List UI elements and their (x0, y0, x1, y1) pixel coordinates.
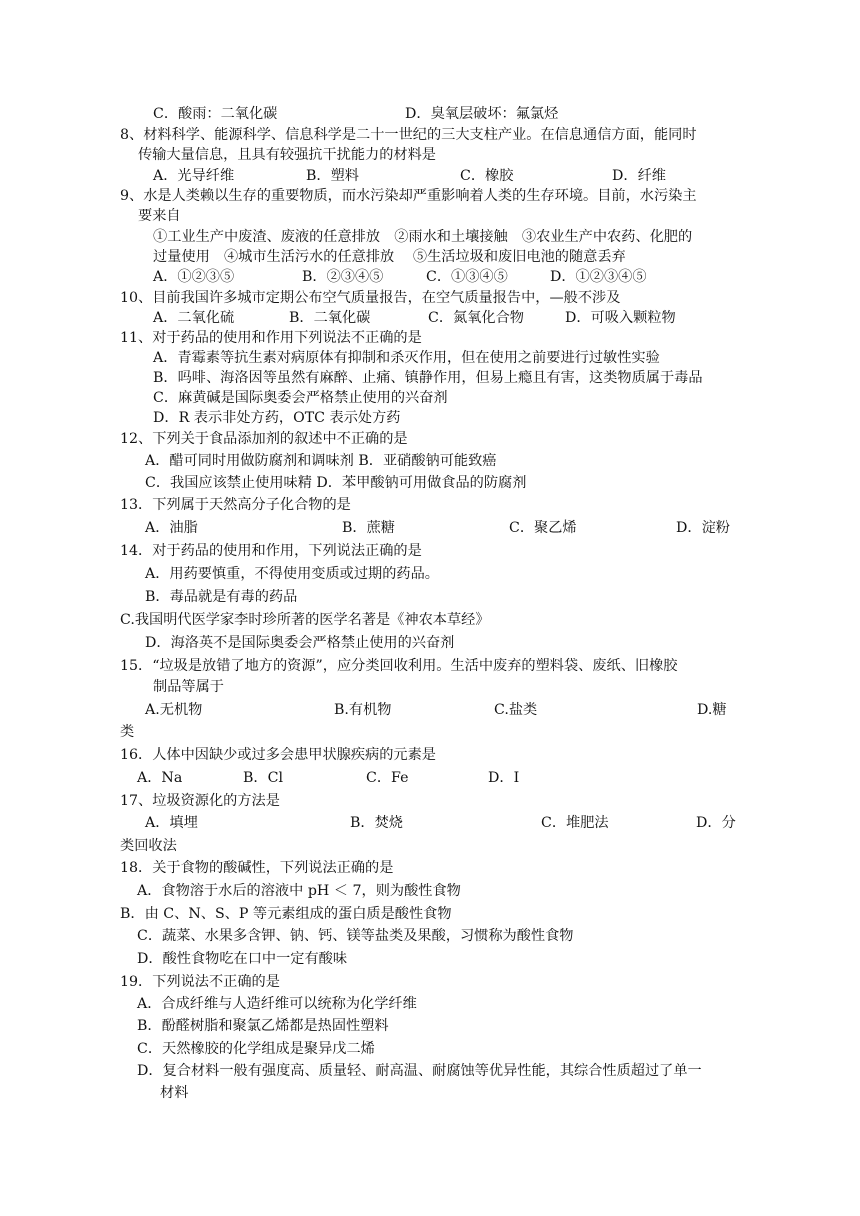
q12-stem: 12、下列关于食品添加剂的叙述中不正确的是 (120, 431, 408, 447)
q9-option-d: D．①②③④⑤ (550, 269, 647, 285)
q8-options-row (0, 166, 860, 186)
q11-option-c: C．麻黄碱是国际奥委会严格禁止使用的兴奋剂 (153, 390, 448, 406)
q16-option-c: C．Fe (366, 770, 409, 786)
q9-stem-line1: 9、水是人类赖以生存的重要物质，而水污染却严重影响着人类的生存环境。目前，水污染主 (120, 188, 697, 204)
q16-stem: 16．人体中因缺少或过多会患甲状腺疾病的元素是 (120, 747, 436, 763)
q9-option-c: C．①③④⑤ (426, 269, 508, 285)
q11-option-a: A．青霉素等抗生素对病原体有抑制和杀灭作用，但在使用之前要进行过敏性实验 (153, 350, 660, 366)
q10-stem: 10、目前我国许多城市定期公布空气质量报告，在空气质量报告中，—般不涉及 (120, 290, 621, 306)
q17-stem: 17、垃圾资源化的方法是 (120, 793, 280, 809)
q18-option-d: D．酸性食物吃在口中一定有酸味 (137, 951, 348, 967)
q8-option-b: B．塑料 (306, 168, 359, 184)
q17-option-c: C．堆肥法 (541, 815, 609, 831)
q15-stem-line1: 15．“垃圾是放错了地方的资源”，应分类回收利用。生活中废弃的塑料袋、废纸、旧橡胶 (120, 658, 678, 674)
q13-option-d: D．淀粉 (676, 520, 730, 536)
q13-option-b: B．蔗糖 (342, 520, 395, 536)
q13-options-row (0, 518, 860, 538)
q9-option-b: B．②③④⑤ (302, 269, 384, 285)
q11-stem: 11、对于药品的使用和作用下列说法不正确的是 (120, 330, 422, 346)
q11-option-b: B．吗啡、海洛因等虽然有麻醉、止痛、镇静作用，但易上瘾且有害，这类物质属于毒品 (153, 370, 703, 386)
q15-option-c: C.盐类 (494, 702, 538, 718)
q15-option-b: B.有机物 (334, 702, 392, 718)
q8-option-a: A．光导纤维 (153, 168, 235, 184)
q13-option-a: A．油脂 (145, 520, 198, 536)
q15-option-a: A.无机物 (145, 702, 203, 718)
q18-stem: 18．关于食物的酸碱性，下列说法正确的是 (120, 860, 394, 876)
q19-option-d-wrap: 材料 (160, 1085, 189, 1101)
q12-options-line1: A．醋可同时用做防腐剂和调味剂 B．亚硝酸钠可能致癌 (145, 453, 497, 469)
q19-option-d: D．复合材料一般有强度高、质量轻、耐高温、耐腐蚀等优异性能，其综合性质超过了单一 (137, 1063, 702, 1079)
q10-option-b: B．二氧化碳 (289, 310, 371, 326)
q16-options-row (0, 768, 860, 788)
q15-options-row (0, 700, 860, 720)
q17-option-a: A．填埋 (145, 815, 198, 831)
q8-stem-line1: 8、材料科学、能源科学、信息科学是二十一世纪的三大支柱产业。在信息通信方面，能同时 (120, 127, 697, 143)
q14-option-d: D．海洛英不是国际奥委会严格禁止使用的兴奋剂 (145, 635, 455, 651)
q14-option-c: C.我国明代医学家李时珍所著的医学名著是《神农本草经》 (120, 612, 490, 628)
q9-stem-line2: 要来自 (138, 208, 181, 224)
q16-option-a: A．Na (137, 770, 183, 786)
q13-stem: 13．下列属于天然高分子化合物的是 (120, 497, 351, 513)
q13-option-c: C．聚乙烯 (509, 520, 577, 536)
q15-option-d: D.糖 (697, 702, 727, 718)
q17-option-d-wrap: 类回收法 (120, 838, 177, 854)
q9-items-line1: ①工业生产中废渣、废液的任意排放 ②雨水和土壤接触 ③农业生产中农药、化肥的 (153, 229, 693, 245)
q17-options-row (0, 813, 860, 833)
q19-option-b: B．酚醛树脂和聚氯乙烯都是热固性塑料 (137, 1018, 389, 1034)
q9-options-row (0, 267, 860, 287)
q10-option-d: D．可吸入颗粒物 (565, 310, 676, 326)
q19-option-c: C．天然橡胶的化学组成是聚异戊二烯 (137, 1041, 375, 1057)
q18-option-a: A．食物溶于水后的溶液中 pH ＜ 7，则为酸性食物 (137, 883, 461, 899)
q18-option-c: C．蔬菜、水果多含钾、钠、钙、镁等盐类及果酸，习惯称为酸性食物 (137, 928, 574, 944)
q7-option-c: C．酸雨：二氧化碳 (153, 106, 278, 122)
q15-option-d-wrap: 类 (120, 724, 135, 740)
q12-options-line2: C．我国应该禁止使用味精 D．苯甲酸钠可用做食品的防腐剂 (145, 475, 527, 491)
q17-option-d: D．分 (696, 815, 736, 831)
q18-option-b: B．由 C、N、S、P 等元素组成的蛋白质是酸性食物 (120, 906, 452, 922)
q8-option-d: D．纤维 (612, 168, 666, 184)
q17-option-b: B．焚烧 (350, 815, 403, 831)
q10-option-a: A．二氧化硫 (153, 310, 235, 326)
q10-options-row (0, 308, 860, 328)
q19-stem: 19．下列说法不正确的是 (120, 974, 280, 990)
q14-option-b: B．毒品就是有毒的药品 (145, 589, 298, 605)
q10-option-c: C．氮氧化合物 (428, 310, 524, 326)
q16-option-b: B．Cl (243, 770, 284, 786)
q14-stem: 14．对于药品的使用和作用，下列说法正确的是 (120, 543, 422, 559)
q8-option-c: C．橡胶 (460, 168, 514, 184)
q14-option-a: A．用药要慎重，不得使用变质或过期的药品。 (145, 566, 439, 582)
q9-items-line2: 过量使用 ④城市生活污水的任意排放 ⑤生活垃圾和废旧电池的随意丢弃 (153, 249, 626, 265)
q8-stem-line2: 传输大量信息，且具有较强抗干扰能力的材料是 (138, 147, 436, 163)
q19-option-a: A．合成纤维与人造纤维可以统称为化学纤维 (137, 996, 417, 1012)
q11-option-d: D．R 表示非处方药，OTC 表示处方药 (153, 410, 401, 426)
q7-option-d: D．臭氧层破坏：氟氯烃 (405, 106, 559, 122)
q9-option-a: A．①②③⑤ (153, 269, 235, 285)
q15-stem-line2: 制品等属于 (153, 679, 224, 695)
q7-options-row (0, 104, 860, 124)
q16-option-d: D．I (488, 770, 520, 786)
